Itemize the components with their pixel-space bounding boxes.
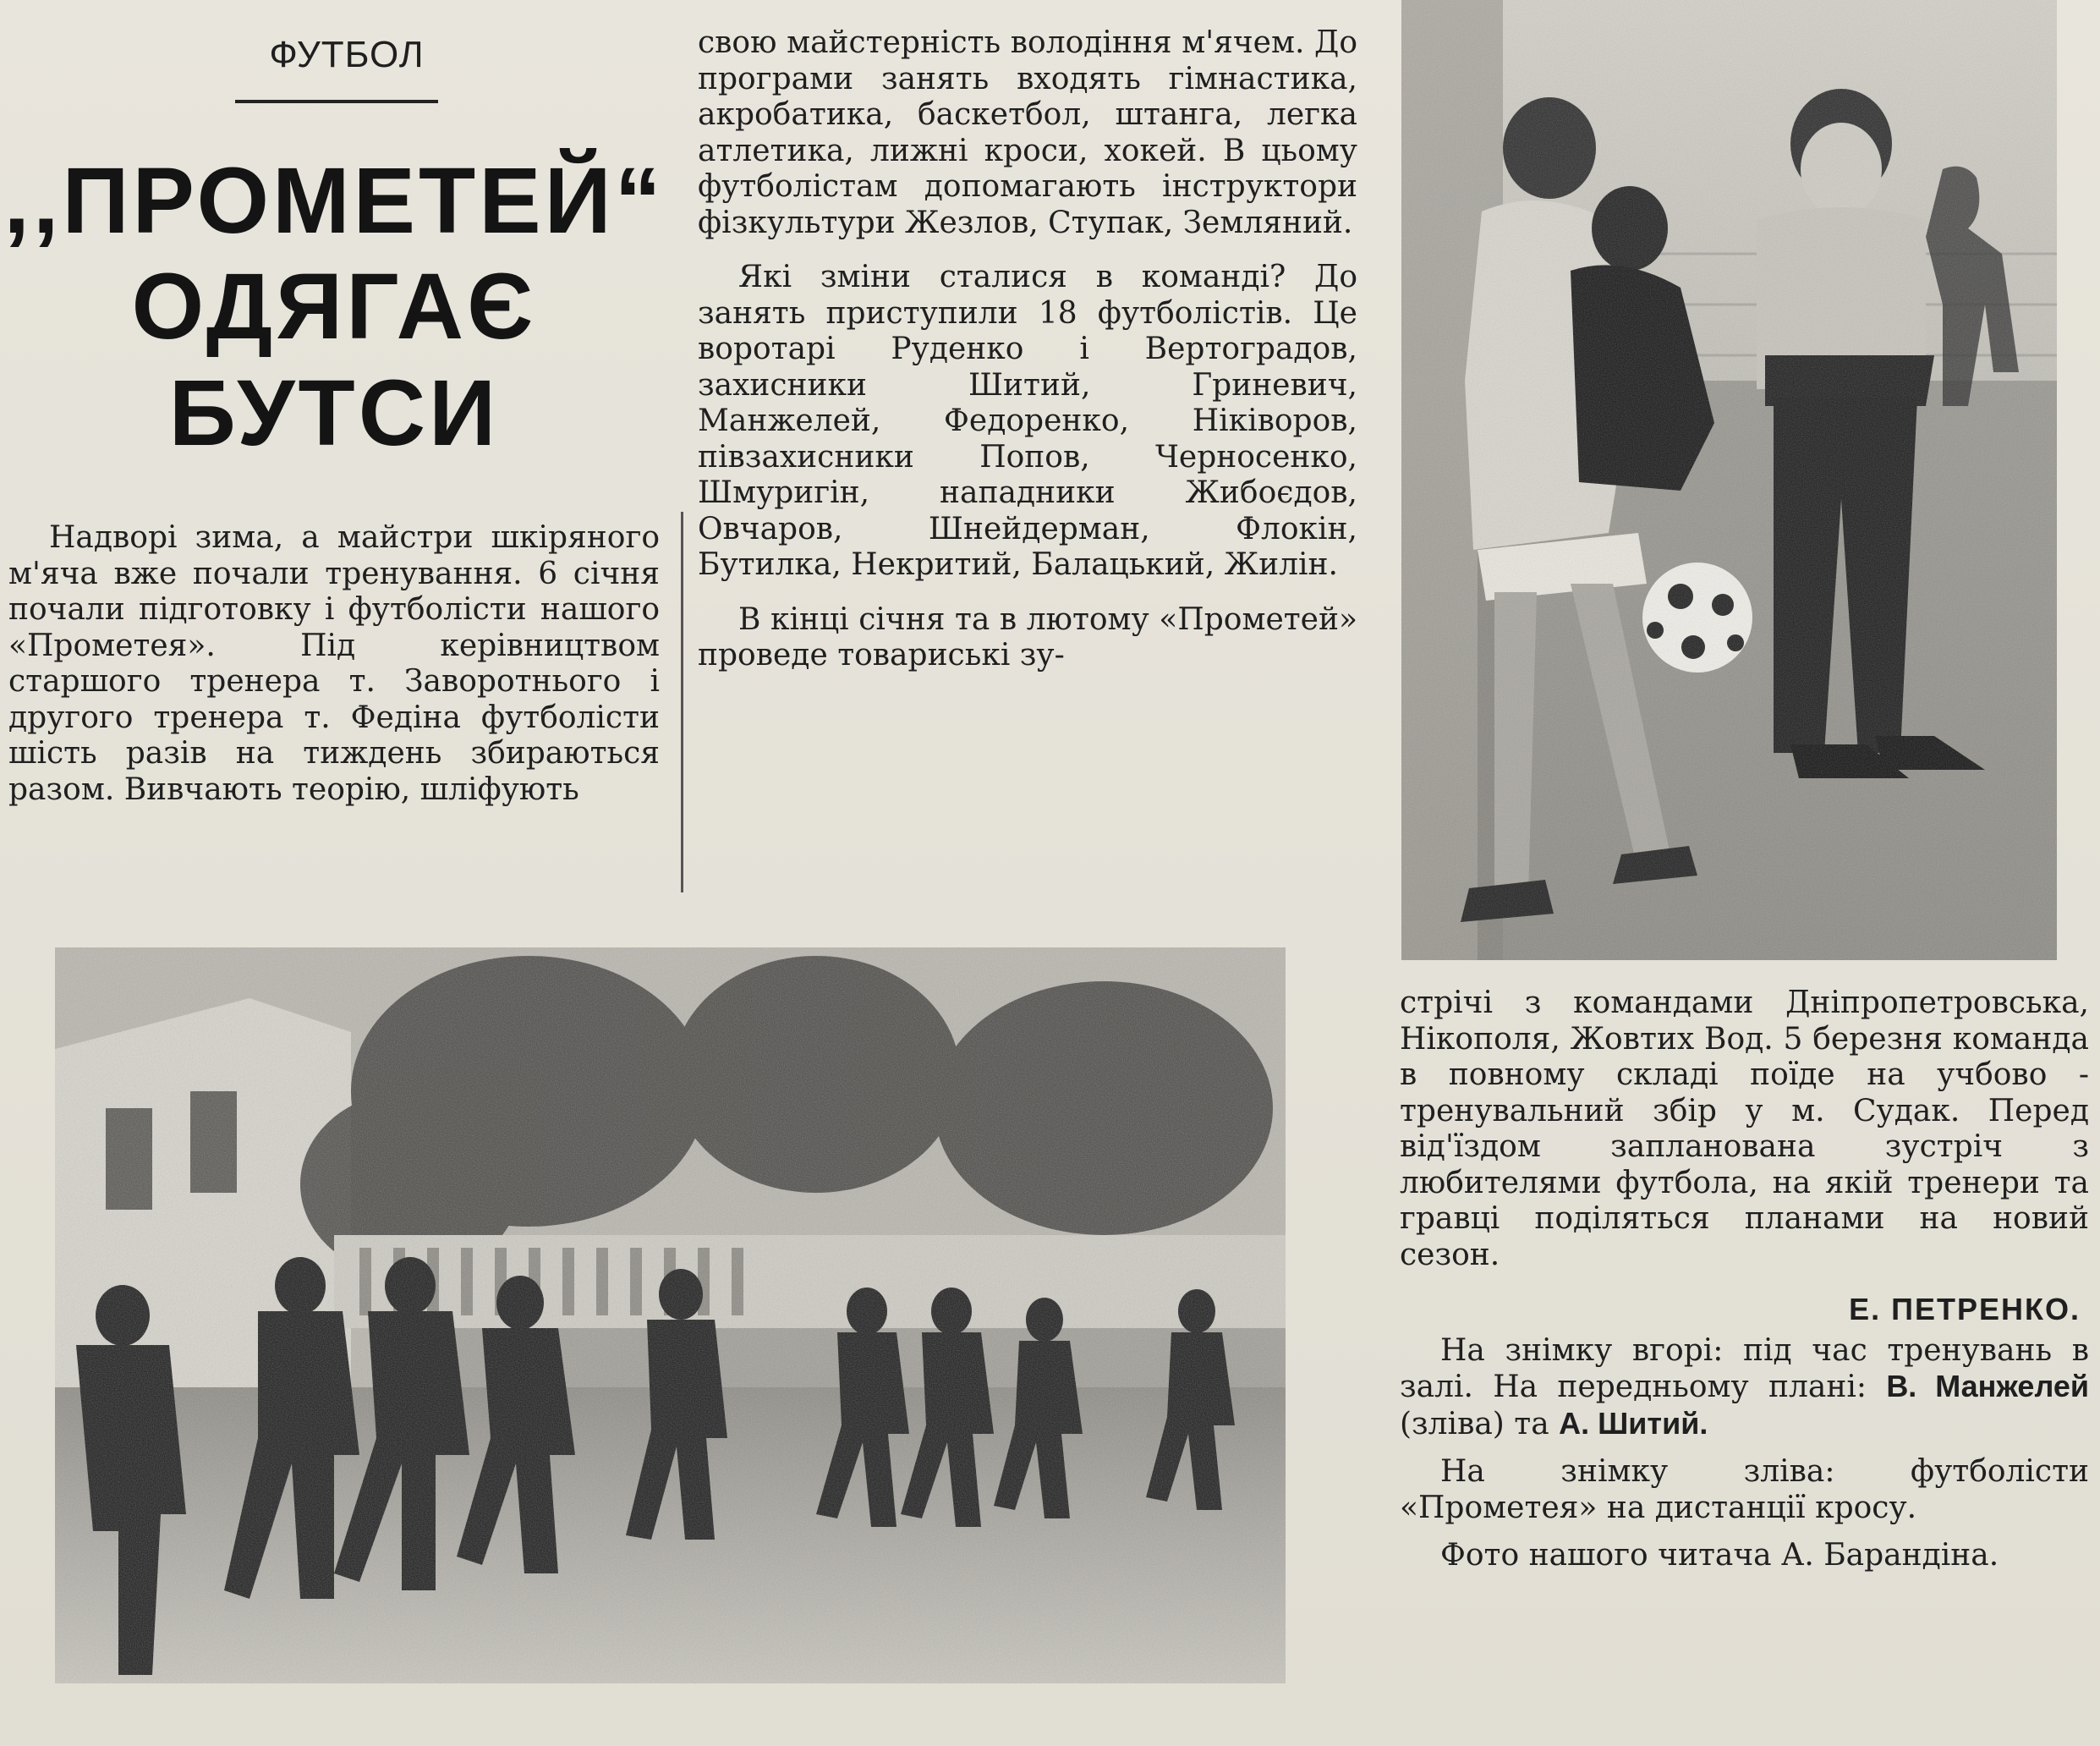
indoor-training-picture [1401, 0, 2057, 960]
article-paragraph: стрічі з командами Дніпропетровська, Нікополя, Жовтих Вод. 5 березня команда в повному складі поїде на учбово - тренувальний збір у м. Судак. Перед від'їздом запланована зустріч з любителями футбола, на якій тренери та гравці поділяться планами на новий сезон. [1400, 986, 2089, 1272]
outdoor-running-picture [55, 947, 1286, 1683]
photo-credit: Фото нашого читача А. Барандіна. [1440, 1538, 1999, 1573]
caption-top-name-1: В. Манжелей [1886, 1369, 2090, 1403]
article-paragraph: Надворі зима, а майстри шкіряного м'яча вже почали тренування. 6 січня почали підготовку і футболісти нашого «Прометея». Під керівництвом старшого тренера т. Заворотнього і другого тренера т. Федіна футболісти шість разів на тиждень збираються разом. Вивчають теорію, шліфують [8, 520, 660, 807]
caption-top-mid: (зліва) та [1400, 1406, 1549, 1441]
rubric-label: ФУТБОЛ [269, 34, 425, 75]
headline-line-1: ,,ПРОМЕТЕЙ“ [3, 149, 665, 253]
caption-top-intro: На знімку вгорі: під час тренувань в залі. На передньому плані: [1400, 1332, 2089, 1404]
column-divider [681, 512, 683, 892]
article-column-1 [8, 520, 660, 826]
caption-left-photo: На знімку зліва: футболісти «Прометея» на дистанції кросу. [1400, 1454, 2089, 1525]
photo-indoor-training [1401, 0, 2057, 960]
rubric-underline [235, 100, 438, 103]
article-paragraph: свою майстерність володіння м'ячем. До програми занять входять гімнастика, акробатика, баскетбол, штанга, легка атлетика, лижні кроси, хокей. В цьому футболістам допомагають інструктори фізкультури Жезлов, Ступак, Земляний. [698, 25, 1357, 240]
caption-top-photo [1400, 1333, 2089, 1443]
caption-top-name-2: А. Шитий. [1559, 1405, 1708, 1441]
photo-captions [1400, 1333, 2089, 1574]
headline [0, 148, 668, 466]
article-column-3 [1400, 986, 2089, 1586]
author-signature: Е. ПЕТРЕНКО. [1849, 1292, 2081, 1326]
photo-outdoor-running [55, 947, 1286, 1683]
article-column-2 [698, 25, 1357, 693]
headline-line-3: БУТСИ [168, 360, 500, 465]
headline-line-2: ОДЯГАЄ [131, 255, 537, 360]
article-paragraph: В кінці січня та в лютому «Прометей» проведе товариські зу- [698, 601, 1357, 673]
article-paragraph: Які зміни сталися в команді? До занять приступили 18 футболістів. Це воротарі Руденко і Вертоградов, захисники Шитий, Гриневич, Манжелей, Федоренко, Ніківоров, півзахисники Попов, Черносенко, Шмуригін, нападники Жибоєдов, Овчаров, Шнейдерман, Флокін, Бутилка, Некритий, Балацький, Жилін. [698, 260, 1357, 582]
